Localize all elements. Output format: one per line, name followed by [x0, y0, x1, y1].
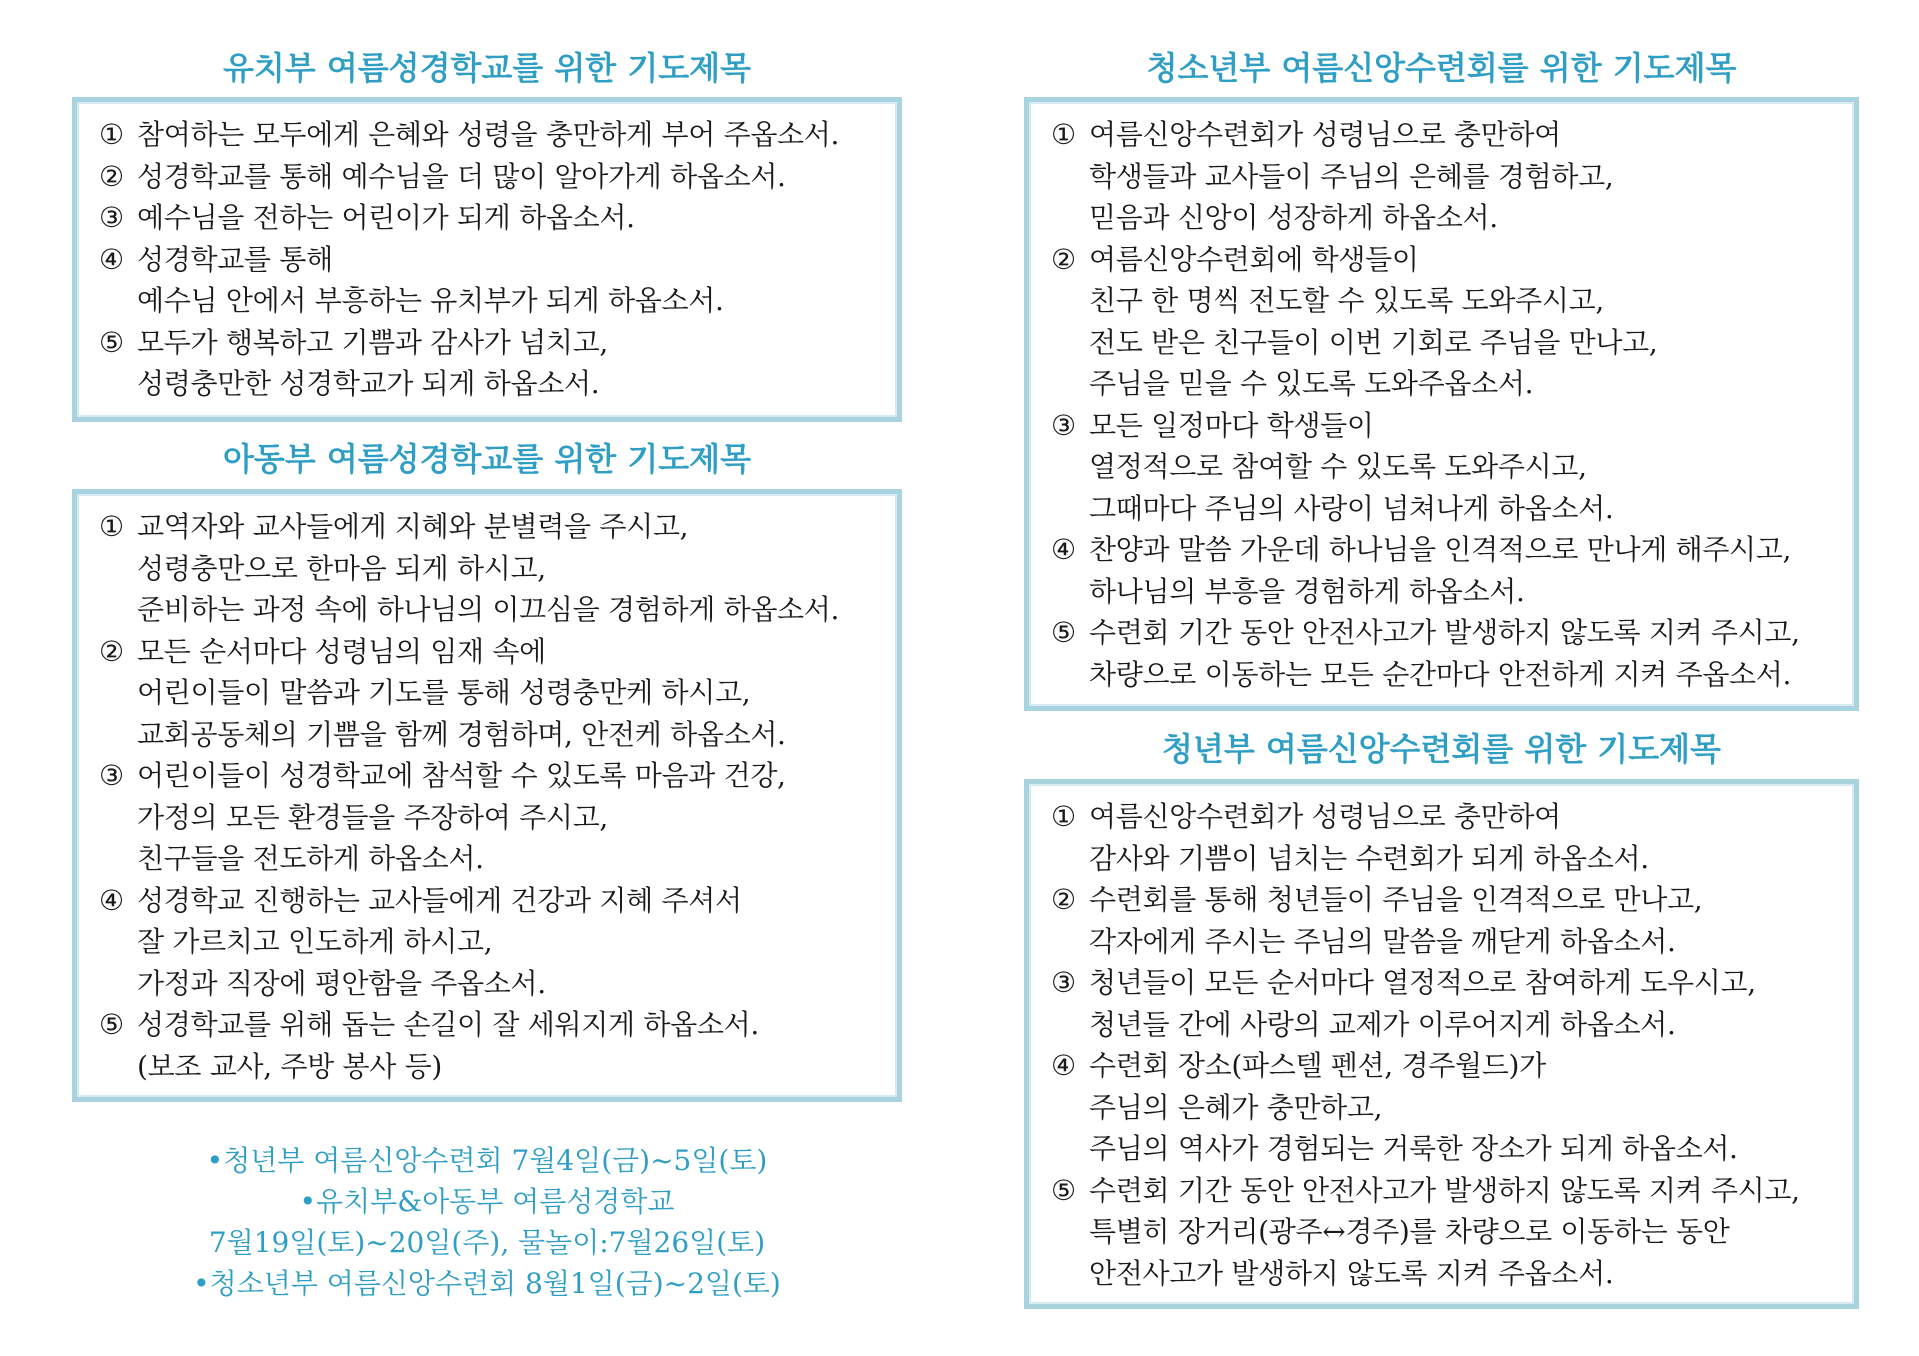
- item-text-line: 예수님 안에서 부흥하는 유치부가 되게 하옵소서.: [137, 284, 724, 317]
- item-text-line: 차량으로 이동하는 모든 순간마다 안전하게 지켜 주옵소서.: [1089, 657, 1792, 691]
- item-text-line: (보조 교사, 주방 봉사 등): [137, 1049, 442, 1083]
- item-number: ①: [1051, 118, 1076, 151]
- prayer-item: [99, 1004, 887, 1087]
- item-text-line: 특별히 장거리(광주↔경주)를 차량으로 이동하는 동안: [1089, 1215, 1730, 1248]
- item-text-line: 성경학교를 통해 예수님을 더 많이 알아가게 하옵소서.: [137, 159, 786, 193]
- item-text-line: 학생들과 교사들이 주님의 은혜를 경험하고,: [1089, 159, 1614, 193]
- prayer-item: [99, 880, 887, 1005]
- prayer-item: [1051, 529, 1844, 612]
- box-young-adult: [1024, 779, 1859, 1309]
- item-text-line: 안전사고가 발생하지 않도록 지켜 주옵소서.: [1089, 1256, 1614, 1290]
- item-text-line: 가정의 모든 환경들을 주장하여 주시고,: [137, 800, 608, 834]
- item-number: ⑤: [1051, 1173, 1076, 1207]
- item-text-line: 여름신앙수련회에 학생들이: [1089, 242, 1419, 276]
- item-text-line: 믿음과 신앙이 성장하게 하옵소서.: [1089, 201, 1498, 234]
- item-number: ④: [99, 242, 124, 276]
- item-text-line: 예수님을 전하는 어린이가 되게 하옵소서.: [137, 201, 635, 234]
- item-text-line: 그때마다 주님의 사랑이 넘쳐나게 하옵소서.: [1089, 491, 1614, 525]
- item-text-line: 모든 순서마다 성령님의 임재 속에: [137, 634, 546, 668]
- prayer-item: [99, 322, 887, 405]
- item-number: ③: [99, 201, 124, 234]
- list-kindergarten: [99, 114, 887, 405]
- item-number: ②: [99, 159, 124, 193]
- prayer-item: [99, 114, 887, 156]
- item-text-line: 성경학교를 위해 돕는 손길이 잘 세워지게 하옵소서.: [137, 1008, 759, 1041]
- prayer-item: [1051, 114, 1844, 239]
- item-text-line: 수련회 기간 동안 안전사고가 발생하지 않도록 지켜 주시고,: [1089, 1173, 1800, 1207]
- item-text-line: 잘 가르치고 인도하게 하시고,: [137, 925, 493, 958]
- item-text-line: 여름신앙수련회가 성령님으로 충만하여: [1089, 800, 1561, 833]
- item-text-line: 청년들 간에 사랑의 교제가 이루어지게 하옵소서.: [1089, 1007, 1676, 1041]
- item-text-line: 주님을 믿을 수 있도록 도와주옵소서.: [1089, 367, 1534, 400]
- item-text-line: 교회공동체의 기쁨을 함께 경험하며, 안전케 하옵소서.: [137, 717, 786, 751]
- schedule-line: 7월19일(토)~20일(주), 물놀이:7월26일(토): [208, 1226, 766, 1259]
- item-text-line: 성령충만으로 한마음 되게 하시고,: [137, 551, 546, 585]
- schedule-line: •청소년부 여름신앙수련회 8월1일(금)~2일(토): [193, 1267, 781, 1300]
- item-text-line: 교역자와 교사들에게 지혜와 분별력을 주시고,: [137, 510, 689, 543]
- item-text-line: 주님의 역사가 경험되는 거룩한 장소가 되게 하옵소서.: [1089, 1132, 1738, 1165]
- item-text-line: 성경학교 진행하는 교사들에게 건강과 지혜 주셔서: [137, 883, 742, 917]
- item-text-line: 열정적으로 참여할 수 있도록 도와주시고,: [1089, 450, 1587, 483]
- item-text-line: 준비하는 과정 속에 하나님의 이끄심을 경험하게 하옵소서.: [137, 593, 840, 626]
- prayer-item: [1051, 796, 1844, 879]
- box-children: [72, 489, 902, 1102]
- item-text-line: 성경학교를 통해: [137, 242, 333, 276]
- prayer-item: [1051, 612, 1844, 695]
- item-text-line: 어린이들이 말씀과 기도를 통해 성령충만케 하시고,: [137, 676, 751, 709]
- prayer-item: [1051, 1170, 1844, 1295]
- prayer-item: [1051, 879, 1844, 962]
- item-text-line: 친구들을 전도하게 하옵소서.: [137, 842, 484, 875]
- item-text-line: 친구 한 명씩 전도할 수 있도록 도와주시고,: [1089, 284, 1604, 317]
- schedule-line: •유치부&아동부 여름성경학교: [299, 1185, 675, 1218]
- prayer-item: [99, 506, 887, 631]
- prayer-item: [99, 239, 887, 322]
- item-text-line: 수련회 장소(파스텔 펜션, 경주월드)가: [1089, 1049, 1546, 1082]
- item-number: ②: [1051, 242, 1076, 276]
- item-text-line: 찬양과 말씀 가운데 하나님을 인격적으로 만나게 해주시고,: [1089, 533, 1792, 566]
- item-text-line: 어린이들이 성경학교에 참석할 수 있도록 마음과 건강,: [137, 759, 786, 792]
- item-text-line: 수련회를 통해 청년들이 주님을 인격적으로 만나고,: [1089, 883, 1703, 916]
- prayer-item: [1051, 405, 1844, 530]
- item-text-line: 하나님의 부흥을 경험하게 하옵소서.: [1089, 574, 1525, 608]
- item-number: ①: [1051, 800, 1076, 833]
- schedule: [72, 1140, 902, 1304]
- item-number: ④: [99, 883, 124, 917]
- title-kindergarten: 유치부 여름성경학교를 위한 기도제목: [222, 49, 751, 87]
- item-text-line: 감사와 기쁨이 넘치는 수련회가 되게 하옵소서.: [1089, 841, 1649, 875]
- item-text-line: 청년들이 모든 순서마다 열정적으로 참여하게 도우시고,: [1089, 966, 1756, 999]
- item-text-line: 모두가 행복하고 기쁨과 감사가 넘치고,: [137, 325, 608, 359]
- title-youth: 청소년부 여름신앙수련회를 위한 기도제목: [1146, 49, 1737, 87]
- prayer-item: [1051, 962, 1844, 1045]
- item-number: ③: [1051, 408, 1076, 442]
- item-text-line: 여름신앙수련회가 성령님으로 충만하여: [1089, 118, 1561, 151]
- item-number: ③: [1051, 966, 1076, 999]
- title-children: 아동부 여름성경학교를 위한 기도제목: [222, 440, 751, 478]
- box-youth: [1024, 97, 1859, 711]
- item-text-line: 모든 일정마다 학생들이: [1089, 408, 1374, 442]
- item-number: ①: [99, 510, 124, 543]
- item-number: ①: [99, 118, 124, 151]
- prayer-item: [1051, 1045, 1844, 1170]
- item-number: ⑤: [1051, 616, 1076, 649]
- item-text-line: 참여하는 모두에게 은혜와 성령을 충만하게 부어 주옵소서.: [137, 118, 840, 151]
- prayer-item: [1051, 239, 1844, 405]
- item-number: ⑤: [99, 1008, 124, 1041]
- item-text-line: 성령충만한 성경학교가 되게 하옵소서.: [137, 367, 600, 400]
- item-number: ⑤: [99, 325, 124, 359]
- item-text-line: 주님의 은혜가 충만하고,: [1089, 1090, 1383, 1124]
- list-youth: [1051, 114, 1844, 695]
- item-number: ④: [1051, 1049, 1076, 1082]
- item-number: ②: [99, 634, 124, 668]
- item-number: ④: [1051, 533, 1076, 566]
- box-kindergarten: [72, 97, 902, 422]
- schedule-line: •청년부 여름신앙수련회 7월4일(금)~5일(토): [206, 1144, 768, 1177]
- list-young-adult: [1051, 796, 1844, 1294]
- prayer-item: [99, 156, 887, 198]
- item-text-line: 수련회 기간 동안 안전사고가 발생하지 않도록 지켜 주시고,: [1089, 616, 1800, 649]
- prayer-item: [99, 755, 887, 880]
- item-text-line: 전도 받은 친구들이 이번 기회로 주님을 만나고,: [1089, 325, 1658, 359]
- item-text-line: 각자에게 주시는 주님의 말씀을 깨닫게 하옵소서.: [1089, 924, 1676, 958]
- prayer-item: [99, 631, 887, 756]
- list-children: [99, 506, 887, 1087]
- prayer-item: [99, 197, 887, 239]
- item-number: ②: [1051, 883, 1076, 916]
- item-number: ③: [99, 759, 124, 792]
- item-text-line: 가정과 직장에 평안함을 주옵소서.: [137, 966, 546, 1000]
- title-young-adult: 청년부 여름신앙수련회를 위한 기도제목: [1162, 730, 1721, 768]
